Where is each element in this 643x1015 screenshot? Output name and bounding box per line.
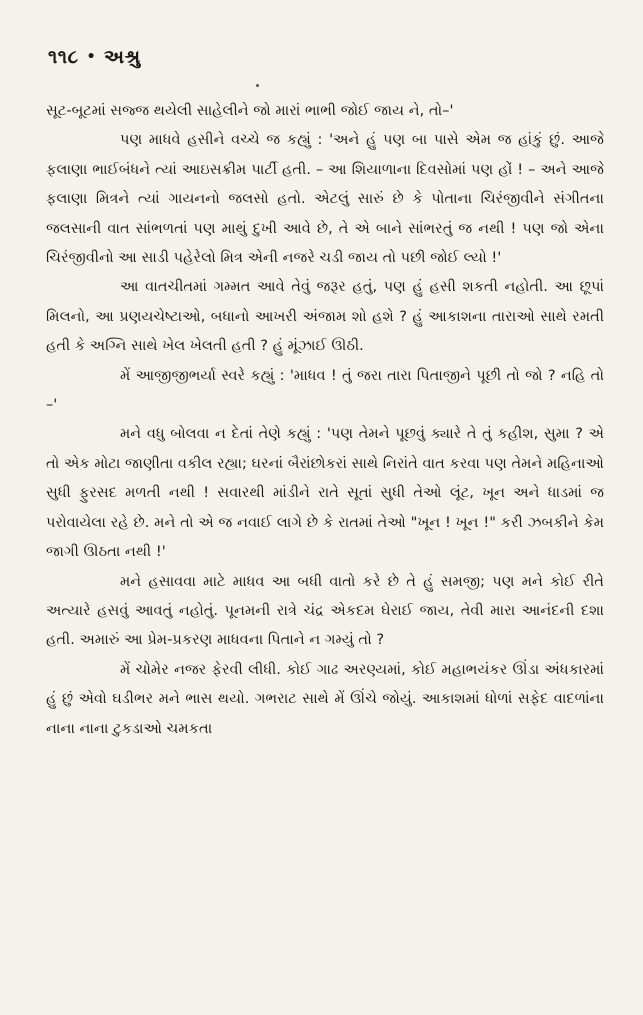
- paragraph: આ વાતચીતમાં ગમ્મત આવે તેવું જરૂર હતું, પણ હું હસી શકતી નહોતી. આ છૂપાં મિલનો, આ પ્રણયચેષ્ટાઓ, બધાનો આખરી અંજામ શો હશે ? હું આકાશના તારાઓ સાથે રમતી હતી કે અગ્નિ સાથે ખેલ ખેલતી હતી ? હું મૂંઝાઈ ઊઠી.: [46, 278, 604, 355]
- paragraph-continuation: સૂટ-બૂટમાં સજ્જ થયેલી સાહેલીને જો મારાં ભાભી જોઈ જાય ને, તો–': [46, 102, 454, 119]
- paragraph: પણ માધવે હસીને વચ્ચે જ કહ્યું : 'અને હું પણ બા પાસે એમ જ હાંકું છું. આજે ફલાણા ભાઈબંધને ત્યાં આઇસક્રીમ પાર્ટી હતી. – આ શિયાળાના દિવસોમાં પણ હોં ! – અને આજે ફલાણા મિત્રને ત્યાં ગાયનનો જલસો હતો. એટલું સારું છે કે પોતાના ચિરંજીવીને સંગીતના જલસાની વાત સાંભળતાં પણ માથું દુખી આવે છે, તે એ બાને સાંભરતું જ નથી ! પણ જો એના ચિરંજીવીનો આ સાડી પહેરેલો મિત્ર એની નજરે ચડી જાય તો પછી જોઈ લ્યો !': [46, 131, 604, 267]
- paragraph: મને હસાવવા માટે માધવ આ બધી વાતો કરે છે તે હું સમજી; પણ મને કોઈ રીતે અત્યારે હસવું આવતું નહોતું. પૂનમની રાત્રે ચંદ્ર એકદમ ઘેરાઈ જાય, તેવી મારા આનંદની દશા હતી. અમારું આ પ્રેમ-પ્રકરણ માધવના પિતાને ન ગમ્યું તો ?: [46, 572, 604, 649]
- running-head: [48, 46, 141, 68]
- paragraph: મેં આજીજીભર્યા સ્વરે કહ્યું : 'માધવ ! તું જરા તારા પિતાજીને પૂછી તો જો ? નહિ તો –': [46, 366, 604, 414]
- paragraph: મેં ચોમેર નજર ફેરવી લીધી. કોઈ ગાઢ અરણ્યમાં, કોઈ મહાભયંકર ઊંડા અંધકારમાં હું છું એવો ઘડીભર મને ભાસ થયો. ગભરાટ સાથે મેં ઊંચે જોયું. આકાશમાં ધોળાં સફેદ વાદળાંના નાના નાના ટુકડાઓ ચમકતા: [46, 660, 604, 737]
- page-number: ૧૧૮: [48, 46, 79, 68]
- body-text: [46, 96, 604, 743]
- bullet-separator: •: [86, 49, 97, 65]
- paragraph: મને વધુ બોલવા ન દેતાં તેણે કહ્યું : 'પણ તેમને પૂછવું ક્યારે તે તું કહીશ, સુમા ? એ તો એક મોટા જાણીતા વકીલ રહ્યા; ઘરનાં બૈરાંછોકરાં સાથે નિરાંતે વાત કરવા પણ તેમને મહિનાઓ સુધી ફુરસદ મળતી નથી ! સવારથી માંડીને રાતે સૂતાં સુધી તેઓ લૂંટ, ખૂન અને ધાડમાં જ પરોવાયેલા રહે છે. મને તો એ જ નવાઈ લાગે છે કે રાતમાં તેઓ "ખૂન ! ખૂન !" કરી ઝબકીને કેમ જાગી ઊઠતા નથી !': [46, 425, 604, 561]
- print-speck: [256, 84, 259, 87]
- book-title: અશ્રુ: [104, 46, 141, 68]
